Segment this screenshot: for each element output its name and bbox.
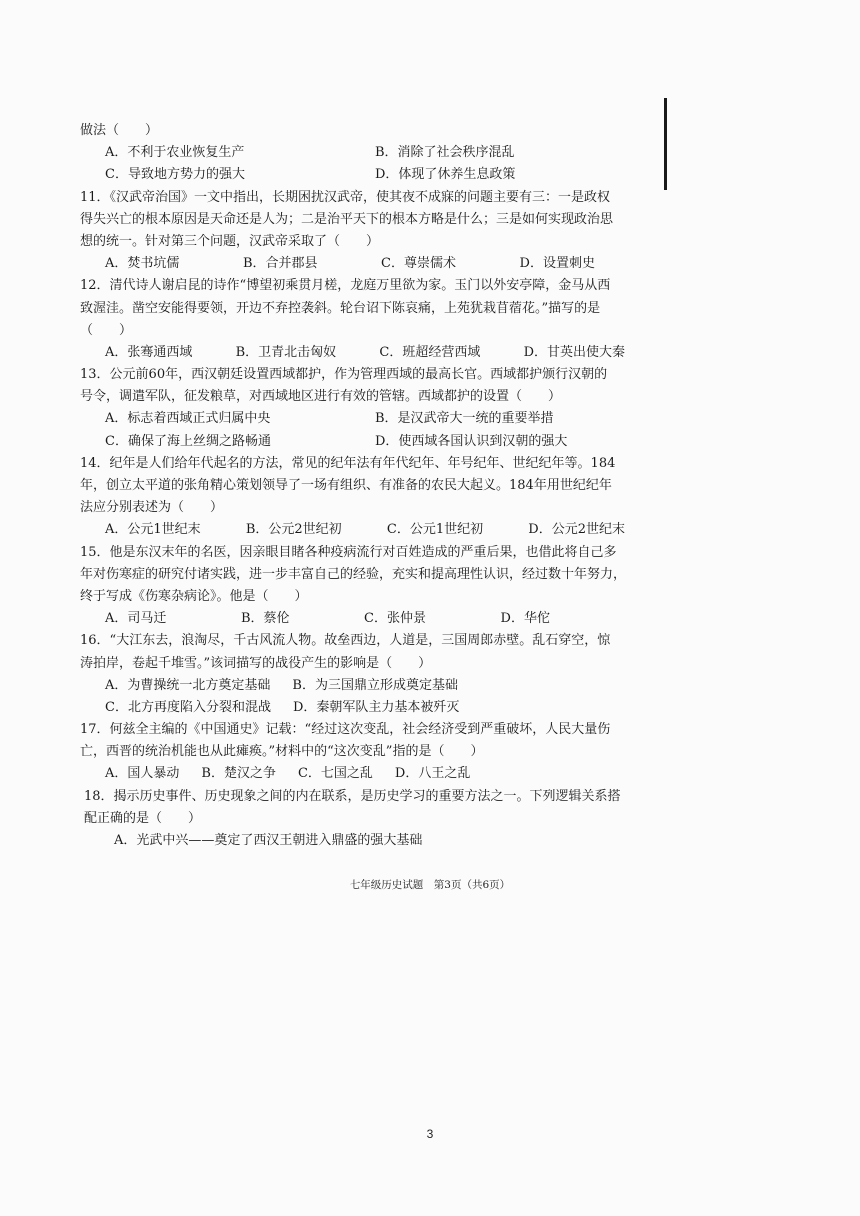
q14-line-1: 14．纪年是人们给年代起名的方法，常见的纪年法有年代纪年、年号纪年、世纪纪年等。184 xyxy=(80,455,616,471)
exam-content xyxy=(80,120,625,852)
q16-option-c: C．北方再度陷入分裂和混战 xyxy=(105,699,271,715)
q11-option-a: A．焚书坑儒 xyxy=(105,256,180,272)
scan-edge-mark xyxy=(664,98,667,190)
q12-option-d: D．甘英出使大秦 xyxy=(523,344,625,360)
q13-option-b: B．是汉武帝大一统的重要举措 xyxy=(375,411,554,427)
q13-option-c: C．确保了海上丝绸之路畅通 xyxy=(105,433,271,449)
q11-options xyxy=(80,253,625,275)
q11-line-1: 11．《汉武帝治国》一文中指出，长期困扰汉武帝，使其夜不成寐的问题主要有三：一是政权 xyxy=(80,189,611,205)
q10-options-row1 xyxy=(80,142,625,164)
q15-option-a: A．司马迁 xyxy=(105,611,167,627)
q15-options xyxy=(80,608,625,630)
q12-line-2: 致渥洼。凿空安能得要领，开边不弃控袭斜。轮台诏下陈哀痛，上苑犹栽苜蓿花。”描写的是 xyxy=(80,300,601,316)
q11-option-b: B．合并郡县 xyxy=(242,256,318,272)
q14-line-3: 法应分别表述为（ ） xyxy=(80,500,224,516)
q17-options xyxy=(80,763,625,785)
q16-option-b: B．为三国鼎立形成奠定基础 xyxy=(292,677,458,693)
q10-option-b: B．消除了社会秩序混乱 xyxy=(375,145,515,161)
q15-option-c: C．张仲景 xyxy=(364,611,426,627)
q16-line-2: 涛拍岸，卷起千堆雪。”该词描写的战役产生的影响是（ ） xyxy=(80,655,432,671)
q17-option-d: D．八王之乱 xyxy=(394,766,471,782)
q14-options xyxy=(80,519,625,541)
q10-option-a: A．不利于农业恢复生产 xyxy=(105,145,245,161)
q14-option-b: B．公元2世纪初 xyxy=(245,522,342,538)
q18-line-2: 配正确的是（ ） xyxy=(84,810,202,826)
q16-option-a: A．为曹操统一北方奠定基础 xyxy=(105,677,271,693)
q11-line-2: 得失兴亡的根本原因是天命还是人为；二是治平天下的根本方略是什么；三是如何实现政治思 xyxy=(80,211,614,227)
q13-line-2: 号令，调遣军队，征发粮草，对西域地区进行有效的管辖。西域都护的设置（ ） xyxy=(80,389,562,405)
q18-line-1: 18．揭示历史事件、历史现象之间的内在联系，是历史学习的重要方法之一。下列逻辑关系搭 xyxy=(84,788,621,804)
q16-option-d: D．秦朝军队主力基本被歼灭 xyxy=(292,699,460,715)
q18-option-a: A．光武中兴——奠定了西汉王朝进入鼎盛的强大基础 xyxy=(114,833,423,848)
q12-line-3: （ ） xyxy=(80,322,133,338)
q15-option-b: B．蔡伦 xyxy=(240,611,290,627)
q10-option-c: C．导致地方势力的强大 xyxy=(105,167,245,183)
q14-option-c: C．公元1世纪初 xyxy=(386,522,484,538)
q17-option-a: A．国人暴动 xyxy=(105,766,180,782)
page-footer: 七年级历史试题 第3页（共6页） xyxy=(349,879,511,891)
q12-option-a: A．张骞通西域 xyxy=(105,344,193,360)
q13-option-d: D．使西域各国认识到汉朝的强大 xyxy=(375,433,568,449)
q15-line-2: 年对伤寒症的研究付诸实践，进一步丰富自己的经验，充实和提高理性认识，经过数十年努力， xyxy=(80,566,627,582)
q10-option-d: D．体现了休养生息政策 xyxy=(375,167,516,183)
q15-option-d: D．华佗 xyxy=(500,611,550,627)
q17-option-b: B．楚汉之争 xyxy=(201,766,276,782)
page-number: 3 xyxy=(426,1127,434,1141)
q12-option-b: B．卫青北击匈奴 xyxy=(235,344,337,360)
q13-options-row1 xyxy=(80,408,625,430)
q14-option-d: D．公元2世纪末 xyxy=(528,522,625,538)
q17-line-2: 亡，西晋的统治机能也从此瘫痪。”材料中的“这次变乱”指的是（ ） xyxy=(80,744,484,760)
q10-lead: 做法（ ） xyxy=(80,123,159,138)
q17-line-1: 17．何兹全主编的《中国通史》记载：“经过这次变乱，社会经济受到严重破坏，人民大量伤 xyxy=(80,722,611,738)
q15-line-3: 终于写成《伤寒杂病论》。他是（ ） xyxy=(80,588,308,604)
q13-options-row2 xyxy=(80,431,625,453)
q10-options-row2 xyxy=(80,164,625,186)
q12-options xyxy=(80,342,625,364)
q14-option-a: A．公元1世纪末 xyxy=(105,522,201,538)
q13-line-1: 13．公元前60年，西汉朝廷设置西域都护，作为管理西域的最高长官。西域都护颁行汉朝的 xyxy=(80,367,608,383)
q16-options-row1 xyxy=(80,675,625,697)
q14-line-2: 年，创立太平道的张角精心策划领导了一场有组织、有准备的农民大起义。184年用世纪纪年 xyxy=(80,478,612,493)
q16-options-row2 xyxy=(80,697,625,719)
q16-line-1: 16．“大江东去，浪淘尽，千古风流人物。故垒西边，人道是，三国周郎赤壁。乱石穿空，惊 xyxy=(80,633,611,649)
q11-line-3: 想的统一。针对第三个问题，汉武帝采取了（ ） xyxy=(80,233,380,249)
q12-option-c: C．班超经营西域 xyxy=(379,344,481,360)
q15-line-1: 15．他是东汉末年的名医，因亲眼目睹各种疫病流行对百姓造成的严重后果，也借此将自己多 xyxy=(80,544,617,560)
q11-option-d: D．设置刺史 xyxy=(519,256,595,272)
q13-option-a: A．标志着西域正式归属中央 xyxy=(105,411,271,427)
q17-option-c: C．七国之乱 xyxy=(297,766,373,782)
q11-option-c: C．尊崇儒术 xyxy=(381,256,456,272)
q12-line-1: 12．清代诗人谢启昆的诗作“博望初乘贯月槎，龙庭万里欲为家。玉门以外安亭障，金马从西 xyxy=(80,278,611,294)
